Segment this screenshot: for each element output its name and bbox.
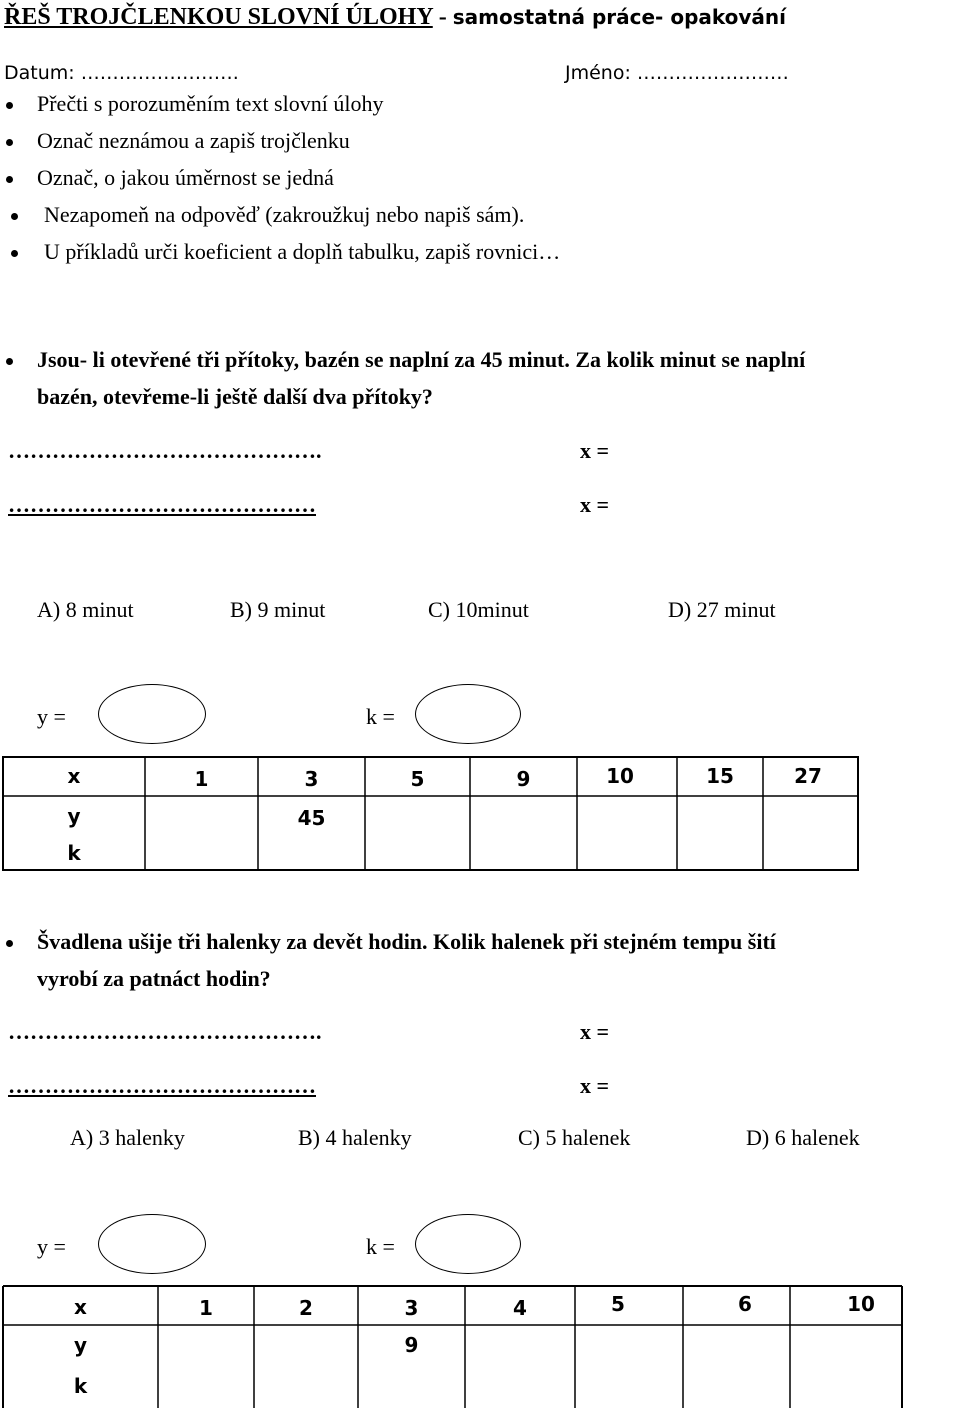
problem1-k-label: k =	[366, 704, 395, 729]
problem1-text-line2: bazén, otevřeme-li ještě další dva přítoky?	[37, 384, 433, 409]
table1-row-label-y: y	[67, 804, 81, 828]
table1-x-cell: 27	[794, 764, 822, 788]
problem2-text-line1: Švadlena ušije tři halenky za devět hodin. Kolik halenek při stejném tempu šití	[37, 929, 776, 954]
problem2-x-equals: x =	[580, 1019, 610, 1044]
bullet-icon	[6, 940, 13, 947]
table1-row-label-x: x	[67, 764, 81, 788]
table1-x-cell: 15	[706, 764, 734, 788]
problem1-option-c[interactable]: C) 10minut	[428, 597, 529, 622]
problem2-x-result: x =	[580, 1073, 610, 1098]
worksheet-title	[4, 4, 786, 31]
instruction-item: U příkladů urči koeficient a doplň tabulku, zapiš rovnici…	[44, 239, 561, 264]
problem2-k-answer-oval[interactable]	[415, 1214, 521, 1274]
title-main: ŘEŠ TROJČLENKOU SLOVNÍ ÚLOHY	[4, 4, 433, 30]
table2-x-cell: 1	[199, 1296, 213, 1320]
problem1-equation-blank[interactable]: ……………………………………	[8, 492, 316, 517]
table2-row-label-x: x	[74, 1295, 87, 1319]
bullet-icon	[11, 250, 18, 257]
problem2-proportion-blank[interactable]: …………………………………….	[8, 1019, 322, 1044]
bullet-icon	[11, 213, 18, 220]
problem1-option-d[interactable]: D) 27 minut	[668, 597, 776, 622]
table2-row-label-y: y	[73, 1333, 88, 1357]
problem1-option-a[interactable]: A) 8 minut	[37, 597, 134, 622]
bullet-icon	[6, 102, 13, 109]
problem1-x-result: x =	[580, 492, 610, 517]
date-field: Datum: …………………….	[4, 62, 239, 84]
problem2-option-c[interactable]: C) 5 halenek	[518, 1125, 631, 1150]
instruction-item: Přečti s porozuměním text slovní úlohy	[37, 91, 384, 116]
table1-x-cell: 9	[516, 767, 531, 791]
title-subtitle: samostatná práce- opakování	[452, 5, 787, 29]
problem2-option-d[interactable]: D) 6 halenek	[746, 1125, 860, 1150]
table1-x-cell: 1	[194, 767, 209, 791]
table1-x-cell: 5	[410, 767, 425, 791]
problem1-x-equals: x =	[580, 438, 610, 463]
instruction-item: Označ neznámou a zapiš trojčlenku	[37, 128, 350, 153]
problem1-y-answer-oval[interactable]	[98, 684, 206, 744]
problem2-equation-blank[interactable]: ……………………………………	[8, 1073, 316, 1098]
table2-x-cell: 10	[847, 1292, 875, 1316]
problem2-option-b[interactable]: B) 4 halenky	[298, 1125, 412, 1150]
bullet-icon	[6, 176, 13, 183]
instruction-item: Nezapomeň na odpověď (zakroužkuj nebo napiš sám).	[44, 202, 525, 227]
table2-x-cell: 5	[611, 1292, 625, 1316]
problem1-k-answer-oval[interactable]	[415, 684, 521, 744]
name-field: Jméno: ……………………	[565, 62, 789, 84]
bullet-icon	[6, 139, 13, 146]
table1-x-cell: 10	[606, 764, 634, 788]
problem2-k-label: k =	[366, 1234, 395, 1259]
table2-x-cell: 4	[513, 1296, 527, 1320]
table2-row-label-k: k	[73, 1374, 88, 1398]
problem1-text-line1: Jsou- li otevřené tři přítoky, bazén se naplní za 45 minut. Za kolik minut se naplní	[37, 347, 806, 372]
table2-x-cell: 6	[738, 1292, 752, 1316]
problem1-option-b[interactable]: B) 9 minut	[230, 597, 326, 622]
problem2-y-label: y =	[37, 1234, 66, 1259]
problem2-text-line2: vyrobí za patnáct hodin?	[37, 966, 271, 991]
table2-x-cell: 3	[404, 1296, 419, 1320]
table1-y-cell[interactable]: 45	[297, 806, 326, 830]
problem1-proportion-blank[interactable]: …………………………………….	[8, 438, 322, 463]
instruction-item: Označ, o jakou úměrnost se jedná	[37, 165, 334, 190]
table1-row-label-k: k	[67, 841, 81, 865]
table2-x-cell: 2	[299, 1296, 313, 1320]
problem2-option-a[interactable]: A) 3 halenky	[70, 1125, 185, 1150]
table2-y-cell[interactable]: 9	[404, 1333, 419, 1357]
bullet-icon	[6, 358, 13, 365]
problem1-y-label: y =	[37, 704, 66, 729]
table1-x-cell: 3	[304, 767, 319, 791]
problem2-y-answer-oval[interactable]	[98, 1214, 206, 1274]
title-separator: -	[432, 4, 453, 30]
